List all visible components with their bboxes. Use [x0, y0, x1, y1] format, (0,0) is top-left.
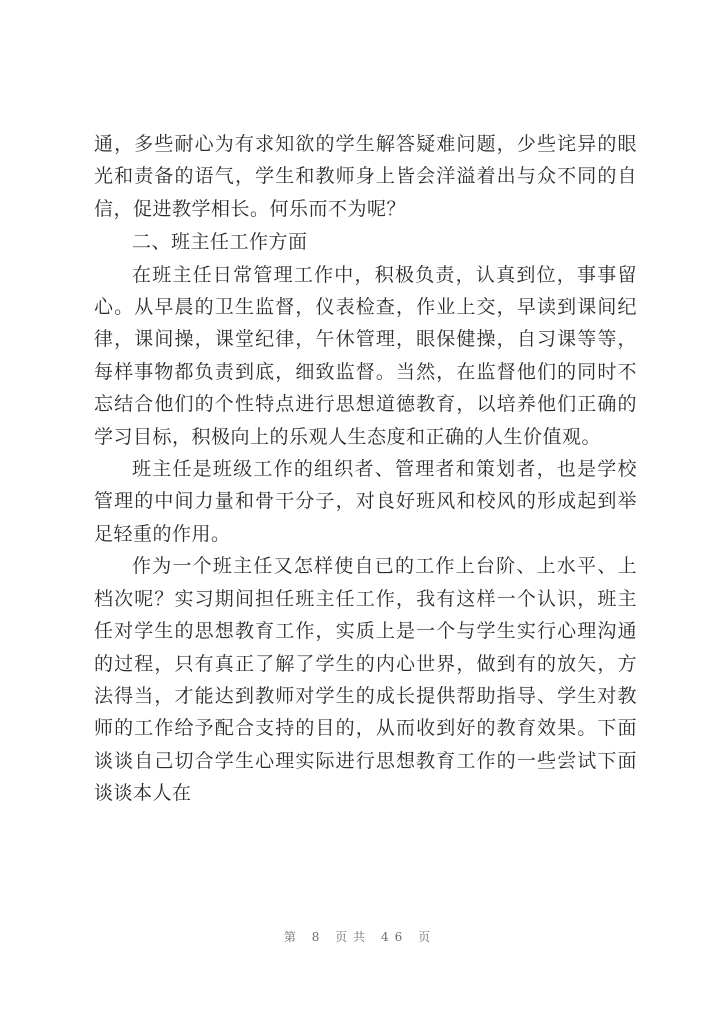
- page-number-footer: 第 8 页共 46 页: [283, 930, 437, 944]
- paragraph-continuation: 通，多些耐心为有求知欲的学生解答疑难问题，少些诧异的眼光和责备的语气，学生和教师身上皆会洋溢着出与众不同的自信，促进教学相长。何乐而不为呢？: [94, 133, 637, 220]
- paragraph: 在班主任日常管理工作中，积极负责，认真到位，事事留心。从早晨的卫生监督，仪表检查，作业上交，早读到课间纪律，课间操，课堂纪律，午休管理，眼保健操，自习课等等，每样事物都负责到底，细致监督。当然，在监督他们的同时不忘结合他们的个性特点进行思想道德教育，以培养他们正确的学习目标，积极向上的乐观人生态度和正确的人生价值观。: [94, 263, 637, 448]
- section-heading: 二、班主任工作方面: [132, 231, 308, 254]
- paragraph: 班主任是班级工作的组织者、管理者和策划者，也是学校管理的中间力量和骨干分子，对良好班风和校风的形成起到举足轻重的作用。: [94, 458, 637, 545]
- paragraph: 作为一个班主任又怎样使自已的工作上台阶、上水平、上档次呢？实习期间担任班主任工作，我有这样一个认识，班主任对学生的思想教育工作，实质上是一个与学生实行心理沟通的过程，只有真正了解了学生的内心世界，做到有的放矢，方法得当，才能达到教师对学生的成长提供帮助指导、学生对教师的工作给予配合支持的目的，从而收到好的教育效果。下面谈谈自己切合学生心理实际进行思想教育工作的一些尝试下面谈谈本人在: [94, 555, 637, 805]
- document-body: [94, 128, 637, 810]
